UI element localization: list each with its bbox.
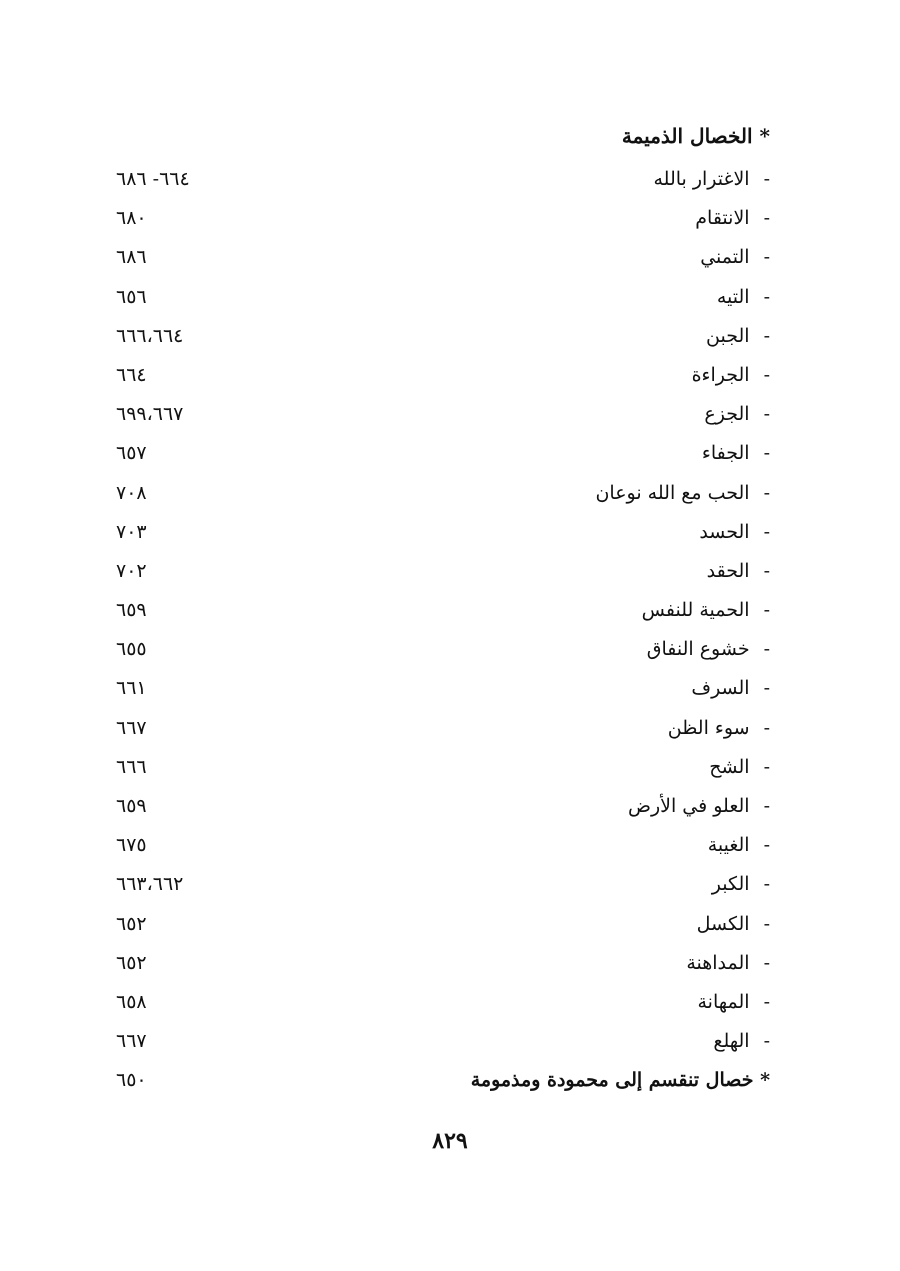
entry-term — [712, 873, 770, 895]
entry-term-text: الحقد — [706, 559, 750, 582]
entry-pages: ٦٦٦،٦٦٤ — [116, 324, 184, 347]
entry-dash: - — [763, 207, 770, 230]
entry-term-text: الغيبة — [707, 834, 750, 857]
entry-pages: ٦٥٢ — [116, 912, 147, 935]
index-entry — [0, 713, 900, 752]
entry-pages: ٦٦١ — [116, 677, 147, 700]
entry-pages: ٦٦٧ — [116, 716, 147, 739]
entry-term — [699, 521, 770, 543]
entry-term — [704, 403, 770, 425]
entry-term — [698, 991, 771, 1013]
entry-dash: - — [763, 716, 770, 739]
page-number: ٨٢٩ — [432, 1128, 468, 1154]
index-entry — [0, 360, 900, 399]
entry-dash: - — [763, 990, 770, 1013]
index-entry — [0, 321, 900, 360]
entry-term-text: الكبر — [711, 873, 750, 896]
entry-pages: ٦٦٧ — [116, 1030, 147, 1053]
entry-term — [707, 560, 770, 582]
index-entry — [0, 438, 900, 477]
entry-pages: ٦٦٤- ٦٨٦ — [116, 168, 190, 190]
entry-pages: ٦٦٦ — [116, 755, 147, 778]
entry-pages: ٦٧٥ — [116, 834, 147, 857]
entry-dash: - — [763, 481, 770, 504]
entry-dash: - — [763, 246, 770, 269]
entry-term-text: الهلع — [713, 1030, 750, 1053]
entry-dash: - — [763, 795, 770, 817]
entry-term — [709, 756, 770, 778]
index-entry — [0, 595, 900, 634]
entry-pages: ٦٥٢ — [116, 951, 147, 974]
index-entry — [0, 752, 900, 791]
entry-pages: ٦٦٤ — [116, 363, 147, 386]
index-entries — [0, 164, 900, 1105]
entry-dash: - — [763, 324, 770, 347]
entry-pages: ٦٥٩ — [116, 599, 147, 622]
index-entry — [0, 948, 900, 987]
index-entry — [0, 282, 900, 321]
index-entry — [0, 242, 900, 281]
entry-dash: - — [763, 834, 770, 857]
entry-term-text: المهانة — [697, 990, 750, 1013]
entry-dash: - — [763, 442, 770, 465]
entry-pages: ٦٥٥ — [116, 638, 147, 661]
index-entry — [0, 869, 900, 908]
entry-term — [708, 834, 770, 856]
index-entry — [0, 1026, 900, 1065]
entry-dash: - — [763, 677, 770, 700]
entry-dash: - — [763, 951, 770, 974]
index-entry — [0, 203, 900, 242]
entry-term-text: الجزع — [704, 403, 750, 426]
entry-dash: - — [763, 755, 770, 778]
entry-term — [706, 325, 770, 347]
entry-term — [695, 207, 770, 229]
entry-term — [692, 364, 770, 386]
entry-dash: - — [763, 599, 770, 622]
index-entry — [0, 556, 900, 595]
entry-dash: - — [763, 403, 770, 426]
entry-dash: - — [763, 285, 770, 308]
entry-pages: ٦٥٦ — [116, 285, 147, 308]
entry-term-text: التيه — [716, 285, 750, 308]
entry-term — [700, 246, 770, 268]
entry-pages: ٦٥٩ — [116, 795, 147, 817]
entry-term-text: الحسد — [699, 520, 750, 543]
entry-term-text: الانتقام — [695, 207, 750, 230]
final-heading-entry — [0, 1065, 900, 1104]
entry-term — [686, 952, 770, 974]
index-entry — [0, 399, 900, 438]
index-entry — [0, 909, 900, 948]
entry-dash: - — [763, 363, 770, 386]
entry-term-text: التمني — [700, 246, 750, 269]
entry-term-text: الجبن — [706, 324, 750, 347]
entry-term-text: العلو في الأرض — [627, 795, 750, 817]
index-entry — [0, 164, 900, 203]
entry-dash: - — [763, 873, 770, 896]
index-entry — [0, 791, 900, 830]
index-entry — [0, 517, 900, 556]
entry-dash: - — [763, 1030, 770, 1053]
entry-pages: ٦٥٧ — [116, 442, 147, 465]
final-heading-term: * خصال تنقسم إلى محمودة ومذمومة — [470, 1069, 770, 1092]
entry-term — [717, 286, 770, 308]
entry-term-text: الجراءة — [691, 363, 750, 386]
entry-dash: - — [763, 559, 770, 582]
entry-term-text: سوء الظن — [667, 716, 750, 739]
entry-term-text: الكسل — [696, 912, 750, 935]
entry-term-text: الشح — [709, 755, 750, 778]
entry-dash: - — [763, 638, 770, 661]
entry-term — [653, 168, 770, 190]
entry-pages: ٦٥٨ — [116, 990, 147, 1013]
entry-pages: ٦٦٣،٦٦٢ — [116, 873, 184, 896]
entry-term-text: الحمية للنفس — [641, 599, 750, 622]
entry-term — [713, 1030, 770, 1052]
final-heading-pages: ٦٥٠ — [116, 1069, 147, 1092]
entry-term-text: الجفاء — [701, 442, 750, 465]
entry-term — [595, 482, 770, 504]
entry-term — [642, 599, 770, 621]
entry-term-text: خشوع النفاق — [646, 638, 750, 661]
entry-term-text: المداهنة — [686, 951, 750, 974]
entry-term — [668, 717, 770, 739]
index-entry — [0, 478, 900, 517]
entry-pages: ٧٠٢ — [116, 559, 147, 582]
index-entry — [0, 987, 900, 1026]
entry-term-text: الحب مع الله نوعان — [595, 481, 750, 504]
entry-dash: - — [763, 520, 770, 543]
entry-term — [647, 638, 770, 660]
entry-dash: - — [763, 168, 770, 190]
entry-term — [702, 442, 770, 464]
entry-term — [697, 913, 770, 935]
entry-term-text: السرف — [691, 677, 750, 700]
entry-term-text: الاغترار بالله — [653, 168, 750, 190]
entry-term — [691, 677, 770, 699]
entry-pages: ٦٨٠ — [116, 207, 147, 230]
entry-term — [628, 795, 770, 817]
index-entry — [0, 673, 900, 712]
entry-pages: ٧٠٣ — [116, 520, 147, 543]
index-entry — [0, 830, 900, 869]
entry-dash: - — [763, 912, 770, 935]
index-entry — [0, 634, 900, 673]
entry-pages: ٦٨٦ — [116, 246, 147, 269]
section-heading: * الخصال الذميمة — [621, 124, 770, 148]
entry-pages: ٧٠٨ — [116, 481, 147, 504]
entry-pages: ٦٩٩،٦٦٧ — [116, 403, 184, 426]
